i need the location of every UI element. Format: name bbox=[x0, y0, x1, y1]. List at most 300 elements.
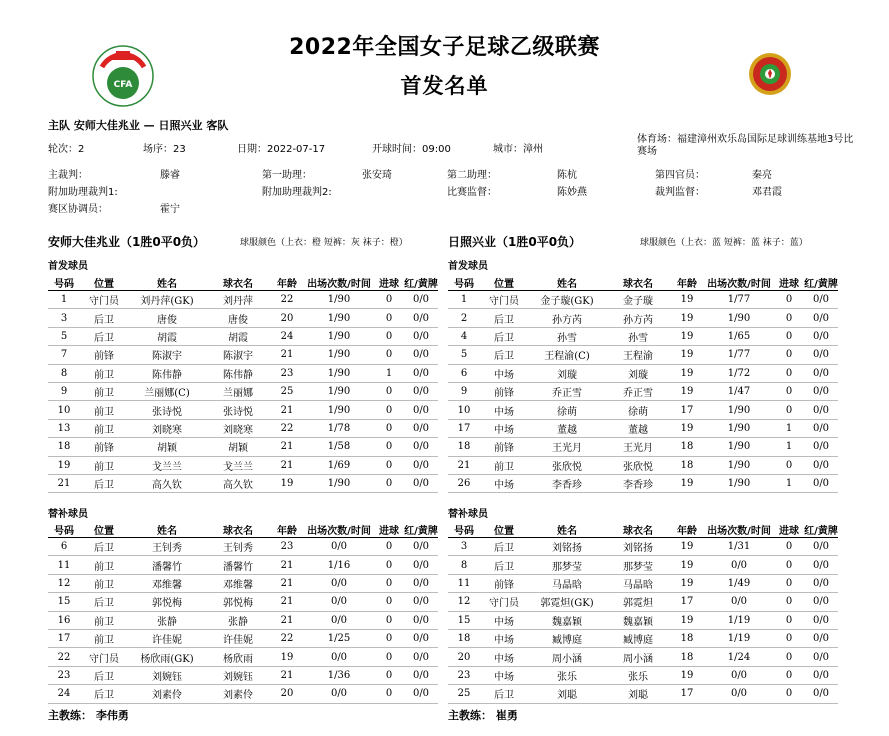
cell-name: 许佳妮 bbox=[128, 629, 206, 647]
cell-goals: 0 bbox=[374, 648, 404, 666]
column-header-appearances: 出场次数/时间 bbox=[304, 275, 374, 291]
cell-age: 19 bbox=[270, 474, 304, 492]
column-header-position: 位置 bbox=[80, 275, 128, 291]
cell-age: 19 bbox=[670, 574, 704, 592]
cell-age: 18 bbox=[670, 438, 704, 456]
cell-position: 中场 bbox=[480, 419, 528, 437]
cell-position: 后卫 bbox=[80, 666, 128, 684]
column-header-number: 号码 bbox=[448, 275, 480, 291]
cell-name: 孙雪 bbox=[528, 327, 606, 345]
cell-name: 郭霓炟(GK) bbox=[528, 593, 606, 611]
cell-name: 陈淑宇 bbox=[128, 346, 206, 364]
cell-goals: 0 bbox=[774, 401, 804, 419]
cell-age: 22 bbox=[270, 419, 304, 437]
cell-goals: 0 bbox=[774, 574, 804, 592]
cell-cards: 0/0 bbox=[404, 309, 438, 327]
cell-number: 18 bbox=[48, 438, 80, 456]
column-header-appearances: 出场次数/时间 bbox=[704, 522, 774, 538]
column-header-age: 年龄 bbox=[270, 522, 304, 538]
cell-shirt-name: 陈淑宇 bbox=[206, 346, 270, 364]
cell-goals: 1 bbox=[774, 474, 804, 492]
cell-shirt-name: 刘聪 bbox=[606, 685, 670, 703]
table-row bbox=[48, 538, 438, 556]
cell-name: 王钊秀 bbox=[128, 538, 206, 556]
cell-name: 高久钦 bbox=[128, 474, 206, 492]
cell-shirt-name: 刘铭扬 bbox=[606, 538, 670, 556]
cell-age: 20 bbox=[270, 685, 304, 703]
coordinator-value: 霍宁 bbox=[160, 204, 180, 215]
coordinator-label: 赛区协调员： bbox=[48, 204, 108, 215]
table-row bbox=[48, 309, 438, 327]
cell-age: 19 bbox=[670, 291, 704, 309]
ar2-label: 第二助理： bbox=[447, 170, 497, 181]
cell-shirt-name: 张静 bbox=[206, 611, 270, 629]
cell-goals: 0 bbox=[374, 629, 404, 647]
cell-position: 前卫 bbox=[80, 556, 128, 574]
cell-position: 后卫 bbox=[480, 346, 528, 364]
cell-name: 王程渝(C) bbox=[528, 346, 606, 364]
table-row bbox=[448, 556, 838, 574]
cell-number: 23 bbox=[48, 666, 80, 684]
cell-appearances: 1/69 bbox=[304, 456, 374, 474]
cell-goals: 1 bbox=[774, 419, 804, 437]
cell-position: 前卫 bbox=[80, 419, 128, 437]
cell-name: 周小涵 bbox=[528, 648, 606, 666]
cell-shirt-name: 臧博庭 bbox=[606, 629, 670, 647]
cell-position: 守门员 bbox=[480, 291, 528, 309]
cell-shirt-name: 马晶晗 bbox=[606, 574, 670, 592]
cell-goals: 0 bbox=[374, 382, 404, 400]
cell-position: 前卫 bbox=[80, 456, 128, 474]
cell-shirt-name: 张欣悦 bbox=[606, 456, 670, 474]
table-row bbox=[448, 327, 838, 345]
cell-position: 中场 bbox=[480, 474, 528, 492]
table-row bbox=[448, 382, 838, 400]
cell-appearances: 1/90 bbox=[304, 364, 374, 382]
cell-name: 戈兰兰 bbox=[128, 456, 206, 474]
cell-appearances: 0/0 bbox=[704, 593, 774, 611]
column-header-name: 姓名 bbox=[528, 275, 606, 291]
cell-shirt-name: 周小涵 bbox=[606, 648, 670, 666]
cell-age: 23 bbox=[270, 538, 304, 556]
cell-goals: 0 bbox=[774, 327, 804, 345]
referee-value: 滕睿 bbox=[160, 170, 180, 181]
table-row bbox=[448, 474, 838, 492]
cell-goals: 0 bbox=[374, 611, 404, 629]
cell-cards: 0/0 bbox=[804, 556, 838, 574]
cell-appearances: 1/90 bbox=[304, 474, 374, 492]
cell-goals: 0 bbox=[374, 291, 404, 309]
table-row bbox=[48, 419, 438, 437]
cell-number: 5 bbox=[48, 327, 80, 345]
cell-cards: 0/0 bbox=[404, 346, 438, 364]
fourth-official-label: 第四官员： bbox=[655, 170, 705, 181]
cell-cards: 0/0 bbox=[804, 291, 838, 309]
cell-goals: 0 bbox=[374, 456, 404, 474]
table-row bbox=[48, 291, 438, 309]
cell-age: 19 bbox=[670, 419, 704, 437]
table-row bbox=[48, 327, 438, 345]
cell-number: 12 bbox=[48, 574, 80, 592]
cell-name: 刘素伶 bbox=[128, 685, 206, 703]
cell-age: 19 bbox=[670, 474, 704, 492]
cell-shirt-name: 王光月 bbox=[606, 438, 670, 456]
cell-name: 胡霞 bbox=[128, 327, 206, 345]
table-row bbox=[48, 364, 438, 382]
cell-cards: 0/0 bbox=[404, 364, 438, 382]
cell-number: 11 bbox=[448, 574, 480, 592]
cell-name: 那梦莹 bbox=[528, 556, 606, 574]
cell-cards: 0/0 bbox=[404, 648, 438, 666]
column-header-goals: 进球 bbox=[374, 522, 404, 538]
cell-number: 8 bbox=[48, 364, 80, 382]
cell-name: 陈伟静 bbox=[128, 364, 206, 382]
cell-position: 中场 bbox=[480, 648, 528, 666]
cell-goals: 0 bbox=[774, 629, 804, 647]
cell-number: 6 bbox=[448, 364, 480, 382]
cell-name: 孙方芮 bbox=[528, 309, 606, 327]
cell-goals: 0 bbox=[374, 685, 404, 703]
cell-name: 刘璇 bbox=[528, 364, 606, 382]
cell-appearances: 1/49 bbox=[704, 574, 774, 592]
cell-position: 后卫 bbox=[480, 538, 528, 556]
cell-number: 6 bbox=[48, 538, 80, 556]
cell-appearances: 0/0 bbox=[704, 666, 774, 684]
table-row bbox=[48, 574, 438, 592]
table-header-row bbox=[448, 275, 838, 291]
cell-shirt-name: 杨欣雨 bbox=[206, 648, 270, 666]
table-row bbox=[448, 291, 838, 309]
table-row bbox=[48, 648, 438, 666]
cell-number: 18 bbox=[448, 438, 480, 456]
cell-appearances: 1/25 bbox=[304, 629, 374, 647]
venue-info: 体育场：福建漳州欢乐岛国际足球训练基地3号比赛场 bbox=[637, 134, 854, 157]
cell-number: 1 bbox=[48, 291, 80, 309]
cell-shirt-name: 潘馨竹 bbox=[206, 556, 270, 574]
column-header-name: 姓名 bbox=[128, 275, 206, 291]
away-starters-label: 首发球员 bbox=[448, 261, 488, 272]
cell-appearances: 1/31 bbox=[704, 538, 774, 556]
cell-position: 前锋 bbox=[480, 574, 528, 592]
city-info: 城市：漳州 bbox=[493, 144, 543, 155]
cell-shirt-name: 张诗悦 bbox=[206, 401, 270, 419]
cell-position: 前卫 bbox=[80, 629, 128, 647]
cell-name: 马晶晗 bbox=[528, 574, 606, 592]
table-row bbox=[448, 364, 838, 382]
cell-appearances: 1/90 bbox=[704, 401, 774, 419]
cell-name: 杨欣雨(GK) bbox=[128, 648, 206, 666]
page-subtitle: 首发名单 bbox=[400, 74, 489, 98]
cell-cards: 0/0 bbox=[804, 574, 838, 592]
cell-shirt-name: 董越 bbox=[606, 419, 670, 437]
home-team-name: 安师大佳兆业（1胜0平0负） bbox=[48, 235, 206, 249]
cell-goals: 0 bbox=[774, 666, 804, 684]
cell-goals: 0 bbox=[774, 538, 804, 556]
cell-position: 后卫 bbox=[480, 556, 528, 574]
column-header-cards: 红/黄牌 bbox=[804, 275, 838, 291]
cell-cards: 0/0 bbox=[404, 419, 438, 437]
cell-position: 后卫 bbox=[80, 474, 128, 492]
table-row bbox=[448, 309, 838, 327]
cell-number: 7 bbox=[48, 346, 80, 364]
cell-appearances: 0/0 bbox=[304, 611, 374, 629]
cell-name: 唐俊 bbox=[128, 309, 206, 327]
cell-goals: 0 bbox=[374, 556, 404, 574]
cell-age: 19 bbox=[670, 364, 704, 382]
cell-cards: 0/0 bbox=[804, 364, 838, 382]
cell-name: 邓维馨 bbox=[128, 574, 206, 592]
cell-number: 19 bbox=[48, 456, 80, 474]
cell-position: 后卫 bbox=[480, 327, 528, 345]
cell-appearances: 1/65 bbox=[704, 327, 774, 345]
kickoff-info: 开球时间：09:00 bbox=[372, 144, 451, 155]
cell-name: 潘馨竹 bbox=[128, 556, 206, 574]
cell-appearances: 1/77 bbox=[704, 346, 774, 364]
cell-age: 18 bbox=[670, 629, 704, 647]
cell-age: 21 bbox=[270, 556, 304, 574]
cell-cards: 0/0 bbox=[804, 346, 838, 364]
column-header-appearances: 出场次数/时间 bbox=[304, 522, 374, 538]
date-info: 日期：2022-07-17 bbox=[237, 144, 326, 155]
home-starters-label: 首发球员 bbox=[48, 261, 88, 272]
cell-appearances: 0/0 bbox=[704, 556, 774, 574]
column-header-goals: 进球 bbox=[774, 522, 804, 538]
table-row bbox=[48, 456, 438, 474]
cell-goals: 0 bbox=[374, 401, 404, 419]
cell-shirt-name: 刘丹萍 bbox=[206, 291, 270, 309]
cell-appearances: 0/0 bbox=[704, 685, 774, 703]
cell-age: 19 bbox=[670, 346, 704, 364]
cell-name: 张诗悦 bbox=[128, 401, 206, 419]
cell-age: 19 bbox=[670, 327, 704, 345]
cell-appearances: 1/72 bbox=[704, 364, 774, 382]
cell-name: 刘婉钰 bbox=[128, 666, 206, 684]
cell-number: 24 bbox=[48, 685, 80, 703]
cell-cards: 0/0 bbox=[804, 419, 838, 437]
cell-shirt-name: 孙方芮 bbox=[606, 309, 670, 327]
away-team-name: 日照兴业（1胜0平0负） bbox=[448, 235, 582, 249]
cell-age: 21 bbox=[270, 611, 304, 629]
matchup-line: 主队 安师大佳兆业 — 日照兴业 客队 bbox=[48, 119, 229, 132]
cell-name: 郭悦梅 bbox=[128, 593, 206, 611]
round-info: 轮次：2 bbox=[48, 144, 85, 155]
cell-shirt-name: 郭悦梅 bbox=[206, 593, 270, 611]
cell-shirt-name: 李香珍 bbox=[606, 474, 670, 492]
table-header-row bbox=[48, 522, 438, 538]
cell-appearances: 1/90 bbox=[304, 327, 374, 345]
column-header-name: 姓名 bbox=[528, 522, 606, 538]
cell-goals: 0 bbox=[774, 456, 804, 474]
cell-name: 张欣悦 bbox=[528, 456, 606, 474]
cell-age: 19 bbox=[670, 666, 704, 684]
column-header-shirt-name: 球衣名 bbox=[606, 275, 670, 291]
cell-age: 17 bbox=[670, 685, 704, 703]
cell-number: 10 bbox=[48, 401, 80, 419]
table-row bbox=[448, 629, 838, 647]
cell-name: 刘聪 bbox=[528, 685, 606, 703]
cell-number: 2 bbox=[448, 309, 480, 327]
cell-appearances: 1/24 bbox=[704, 648, 774, 666]
cell-cards: 0/0 bbox=[804, 309, 838, 327]
cell-position: 前卫 bbox=[80, 611, 128, 629]
cell-age: 21 bbox=[270, 666, 304, 684]
cell-cards: 0/0 bbox=[404, 538, 438, 556]
home-subs-table bbox=[48, 522, 438, 704]
cell-appearances: 1/47 bbox=[704, 382, 774, 400]
cell-goals: 0 bbox=[774, 346, 804, 364]
cell-appearances: 1/58 bbox=[304, 438, 374, 456]
column-header-cards: 红/黄牌 bbox=[404, 522, 438, 538]
cell-name: 乔正雪 bbox=[528, 382, 606, 400]
cell-age: 23 bbox=[270, 364, 304, 382]
cell-cards: 0/0 bbox=[804, 327, 838, 345]
cell-cards: 0/0 bbox=[804, 456, 838, 474]
cell-shirt-name: 兰丽娜 bbox=[206, 382, 270, 400]
column-header-number: 号码 bbox=[48, 522, 80, 538]
cell-appearances: 1/78 bbox=[304, 419, 374, 437]
cell-name: 魏嘉颖 bbox=[528, 611, 606, 629]
cell-number: 1 bbox=[448, 291, 480, 309]
cell-position: 前卫 bbox=[80, 401, 128, 419]
cell-name: 董越 bbox=[528, 419, 606, 437]
cell-cards: 0/0 bbox=[404, 382, 438, 400]
cell-cards: 0/0 bbox=[404, 611, 438, 629]
cell-appearances: 1/90 bbox=[704, 456, 774, 474]
table-row bbox=[448, 538, 838, 556]
away-head-coach: 主教练： 崔勇 bbox=[448, 709, 518, 722]
table-row bbox=[48, 382, 438, 400]
ar1-value: 张安琦 bbox=[362, 170, 392, 181]
cell-goals: 0 bbox=[774, 309, 804, 327]
away-subs-label: 替补球员 bbox=[448, 509, 488, 520]
cell-appearances: 1/19 bbox=[704, 629, 774, 647]
column-header-shirt-name: 球衣名 bbox=[206, 275, 270, 291]
cell-number: 11 bbox=[48, 556, 80, 574]
column-header-cards: 红/黄牌 bbox=[404, 275, 438, 291]
table-row bbox=[448, 685, 838, 703]
cell-appearances: 1/77 bbox=[704, 291, 774, 309]
cell-cards: 0/0 bbox=[404, 556, 438, 574]
cell-shirt-name: 那梦莹 bbox=[606, 556, 670, 574]
table-row bbox=[48, 346, 438, 364]
cell-age: 19 bbox=[670, 538, 704, 556]
match-number-info: 场序：23 bbox=[143, 144, 186, 155]
cell-age: 21 bbox=[270, 574, 304, 592]
table-row bbox=[448, 574, 838, 592]
cell-name: 刘晓寒 bbox=[128, 419, 206, 437]
cell-goals: 0 bbox=[374, 574, 404, 592]
home-starters-table bbox=[48, 275, 438, 493]
cell-shirt-name: 邓维馨 bbox=[206, 574, 270, 592]
cell-age: 18 bbox=[670, 648, 704, 666]
fourth-official-value: 秦亮 bbox=[752, 170, 772, 181]
assessor-label: 裁判监督： bbox=[655, 187, 705, 198]
cell-age: 22 bbox=[270, 629, 304, 647]
cell-position: 后卫 bbox=[480, 309, 528, 327]
away-starters-table bbox=[448, 275, 838, 493]
cell-age: 21 bbox=[270, 438, 304, 456]
cell-appearances: 0/0 bbox=[304, 648, 374, 666]
table-row bbox=[448, 419, 838, 437]
cell-goals: 0 bbox=[374, 438, 404, 456]
cell-cards: 0/0 bbox=[404, 666, 438, 684]
table-row bbox=[48, 593, 438, 611]
cell-position: 前锋 bbox=[80, 438, 128, 456]
cell-number: 9 bbox=[48, 382, 80, 400]
table-row bbox=[48, 556, 438, 574]
cell-goals: 0 bbox=[774, 364, 804, 382]
cell-name: 兰丽娜(C) bbox=[128, 382, 206, 400]
cell-number: 21 bbox=[48, 474, 80, 492]
column-header-age: 年龄 bbox=[670, 275, 704, 291]
cell-name: 张静 bbox=[128, 611, 206, 629]
table-header-row bbox=[48, 275, 438, 291]
cell-position: 后卫 bbox=[80, 309, 128, 327]
column-header-position: 位置 bbox=[480, 522, 528, 538]
cell-name: 李香珍 bbox=[528, 474, 606, 492]
home-head-coach: 主教练： 李伟勇 bbox=[48, 709, 129, 722]
table-row bbox=[448, 593, 838, 611]
cell-number: 15 bbox=[448, 611, 480, 629]
column-header-number: 号码 bbox=[448, 522, 480, 538]
cell-position: 中场 bbox=[480, 401, 528, 419]
table-row bbox=[48, 401, 438, 419]
cell-cards: 0/0 bbox=[804, 629, 838, 647]
cell-number: 12 bbox=[448, 593, 480, 611]
away-subs-table bbox=[448, 522, 838, 704]
cell-name: 张乐 bbox=[528, 666, 606, 684]
cell-goals: 0 bbox=[374, 538, 404, 556]
column-header-name: 姓名 bbox=[128, 522, 206, 538]
cfa-logo-text: CFA bbox=[113, 80, 133, 90]
cell-position: 中场 bbox=[480, 611, 528, 629]
cell-cards: 0/0 bbox=[804, 685, 838, 703]
cell-shirt-name: 戈兰兰 bbox=[206, 456, 270, 474]
cell-number: 21 bbox=[448, 456, 480, 474]
cell-cards: 0/0 bbox=[404, 474, 438, 492]
cell-shirt-name: 许佳妮 bbox=[206, 629, 270, 647]
cell-cards: 0/0 bbox=[404, 401, 438, 419]
table-row bbox=[48, 474, 438, 492]
cell-position: 前卫 bbox=[80, 364, 128, 382]
cell-position: 守门员 bbox=[80, 648, 128, 666]
cell-cards: 0/0 bbox=[804, 382, 838, 400]
column-header-appearances: 出场次数/时间 bbox=[704, 275, 774, 291]
cell-position: 后卫 bbox=[80, 538, 128, 556]
cell-appearances: 1/90 bbox=[304, 309, 374, 327]
column-header-age: 年龄 bbox=[670, 522, 704, 538]
cell-number: 22 bbox=[48, 648, 80, 666]
cell-position: 前锋 bbox=[480, 382, 528, 400]
commissioner-label: 比赛监督： bbox=[447, 187, 497, 198]
cell-goals: 0 bbox=[374, 309, 404, 327]
cell-number: 5 bbox=[448, 346, 480, 364]
cell-shirt-name: 王程渝 bbox=[606, 346, 670, 364]
assessor-value: 邓君霞 bbox=[752, 187, 782, 198]
cell-appearances: 1/90 bbox=[704, 419, 774, 437]
table-row bbox=[48, 611, 438, 629]
column-header-shirt-name: 球衣名 bbox=[206, 522, 270, 538]
home-kit-colors: 球服颜色（上衣：橙 短裤：灰 袜子：橙） bbox=[240, 238, 408, 248]
cell-cards: 0/0 bbox=[404, 291, 438, 309]
cell-shirt-name: 金子璇 bbox=[606, 291, 670, 309]
cell-goals: 0 bbox=[774, 648, 804, 666]
cell-age: 21 bbox=[270, 593, 304, 611]
cell-cards: 0/0 bbox=[404, 629, 438, 647]
table-row bbox=[48, 438, 438, 456]
cell-position: 中场 bbox=[480, 629, 528, 647]
cell-position: 前锋 bbox=[80, 346, 128, 364]
